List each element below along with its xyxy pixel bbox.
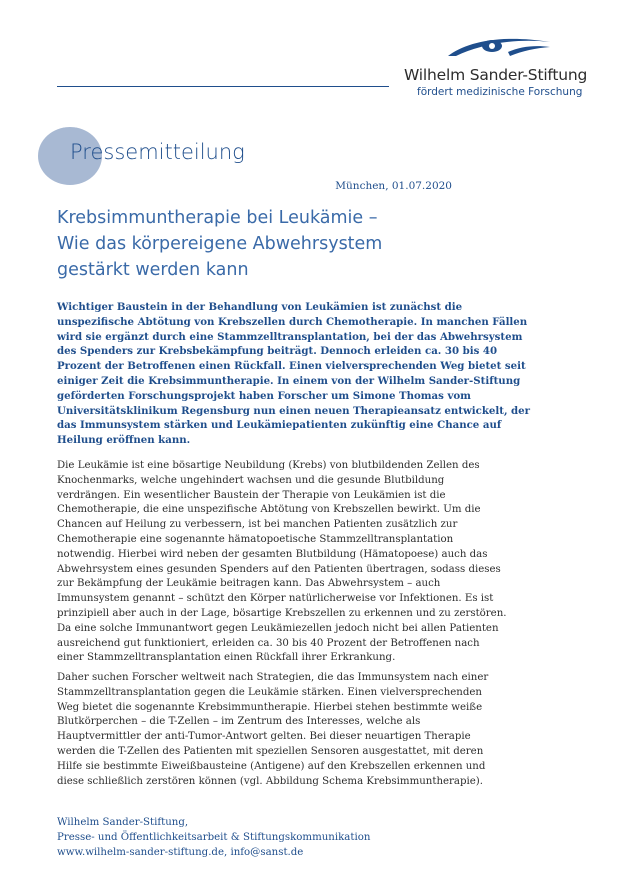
text-line: Da eine solche Immunantwort gegen Leukämiezellen jedoch nicht bei allen Patienten (57, 622, 499, 634)
text-line: Blutkörperchen – die T-Zellen – im Zentrum des Interesses, welche als (57, 716, 421, 728)
text-line: Chemotherapie, die eine unspezifische Abtötung von Krebszellen bewirkt. Um die (57, 504, 481, 516)
text-line: prinzipiell aber auch in der Lage, bösartige Krebszellen zu erkennen und zu zerstören. (57, 607, 507, 619)
footer-department: Presse- und Öffentlichkeitsarbeit & Stiftungskommunikation (57, 831, 371, 843)
text-line: verdrängen. Ein wesentlicher Baustein der Therapie von Leukämien ist die (57, 489, 446, 501)
foundation-logo (400, 36, 600, 100)
logo-name: Wilhelm Sander-Stiftung (404, 66, 588, 84)
text-line: Heilung eröffnen kann. (57, 434, 191, 447)
text-line: Chancen auf Heilung zu verbessern, ist bei manchen Patienten zusätzlich zur (57, 519, 458, 531)
text-line: Knochenmarks, welche ungehindert wachsen und die gesunde Blutbildung (57, 474, 445, 486)
text-line: Prozent der Betroffenen einen Rückfall. Einen vielversprechenden Weg bietet seit (57, 360, 526, 373)
text-line: zur Bekämpfung der Leukämie beitragen kann. Das Abwehrsystem – auch (57, 578, 441, 590)
footer-contact (57, 816, 477, 860)
text-line: einiger Zeit die Krebsimmuntherapie. In einem von der Wilhelm Sander-Stiftung (57, 374, 521, 387)
text-line: das Immunsystem stärken und Leukämiepatienten zukünftig eine Chance auf (57, 419, 502, 432)
text-line: werden die T-Zellen des Patienten mit speziellen Sensoren ausgestattet, mit deren (57, 745, 484, 757)
headline (57, 205, 477, 283)
text-line: notwendig. Hierbei wird neben der gesamten Blutbildung (Hämatopoese) auch das (57, 548, 488, 560)
text-line: einer Stammzelltransplantation einen Rückfall ihrer Erkrankung. (57, 652, 396, 664)
text-line: Universitätsklinikum Regensburg nun einen neuen Therapieansatz entwickelt, der (57, 404, 531, 417)
eye-swoosh-logo-icon (446, 36, 552, 58)
lead-paragraph (57, 300, 531, 448)
body-paragraph-2 (57, 671, 489, 789)
text-line: Die Leukämie ist eine bösartige Neubildung (Krebs) von blutbildenden Zellen des (57, 460, 480, 471)
text-line: Weg bietet die sogenannte Krebsimmuntherapie. Hierbei stehen bestimmte weiße (57, 701, 483, 713)
text-line: diese schließlich zerstören können (vgl. Abbildung Schema Krebsimmuntherapie). (57, 775, 484, 787)
text-line: Immunsystem genannt – schützt den Körper natürlicherweise vor Infektionen. Es ist (57, 593, 494, 605)
text-line: Abwehrsystem eines gesunden Spenders auf den Patienten übertragen, sodass dieses (57, 563, 501, 575)
body-paragraph-1 (57, 459, 507, 666)
text-line: Hauptvermittler der anti-Tumor-Antwort gelten. Bei dieser neuartigen Therapie (57, 731, 471, 743)
text-line: Stammzelltransplantation gegen die Leukämie stärken. Einen vielversprechenden (57, 686, 482, 698)
text-line: des Spenders zur Krebsbekämpfung beiträgt. Dennoch erleiden ca. 30 bis 40 (57, 345, 498, 358)
text-line: wird sie ergänzt durch eine Stammzelltransplantation, bei der das Abwehrsystem (57, 330, 523, 343)
footer-contact-links[interactable]: www.wilhelm-sander-stiftung.de, info@sanst.de (57, 846, 304, 858)
text-line: Hilfe sie bestimmte Eiweißbausteine (Antigene) auf den Krebszellen erkennen und (57, 760, 486, 772)
headline-line: gestärkt werden kann (57, 260, 249, 280)
text-line: geförderten Forschungsprojekt haben Forscher um Simone Thomas vom (57, 389, 471, 402)
footer-organization: Wilhelm Sander-Stiftung, (57, 817, 189, 828)
text-line: Daher suchen Forscher weltweit nach Strategien, die das Immunsystem nach einer (57, 672, 489, 683)
headline-line: Krebsimmuntherapie bei Leukämie – (57, 208, 378, 228)
header-divider (57, 86, 389, 87)
headline-line: Wie das körpereigene Abwehrsystem (57, 234, 383, 254)
text-line: Chemotherapie eine sogenannte hämatopoetische Stammzelltransplantation (57, 533, 454, 545)
text-line: ausreichend gut funktioniert, erleiden ca. 30 bis 40 Prozent der Betroffenen nach (57, 637, 480, 649)
text-line: Wichtiger Baustein in der Behandlung von Leukämien ist zunächst die (57, 301, 463, 313)
release-date: München, 01.07.2020 (335, 180, 452, 192)
text-line: unspezifische Abtötung von Krebszellen durch Chemotherapie. In manchen Fällen (57, 315, 528, 328)
document-type-title: Pressemitteilung (70, 140, 245, 164)
logo-tagline: fördert medizinische Forschung (417, 86, 583, 98)
